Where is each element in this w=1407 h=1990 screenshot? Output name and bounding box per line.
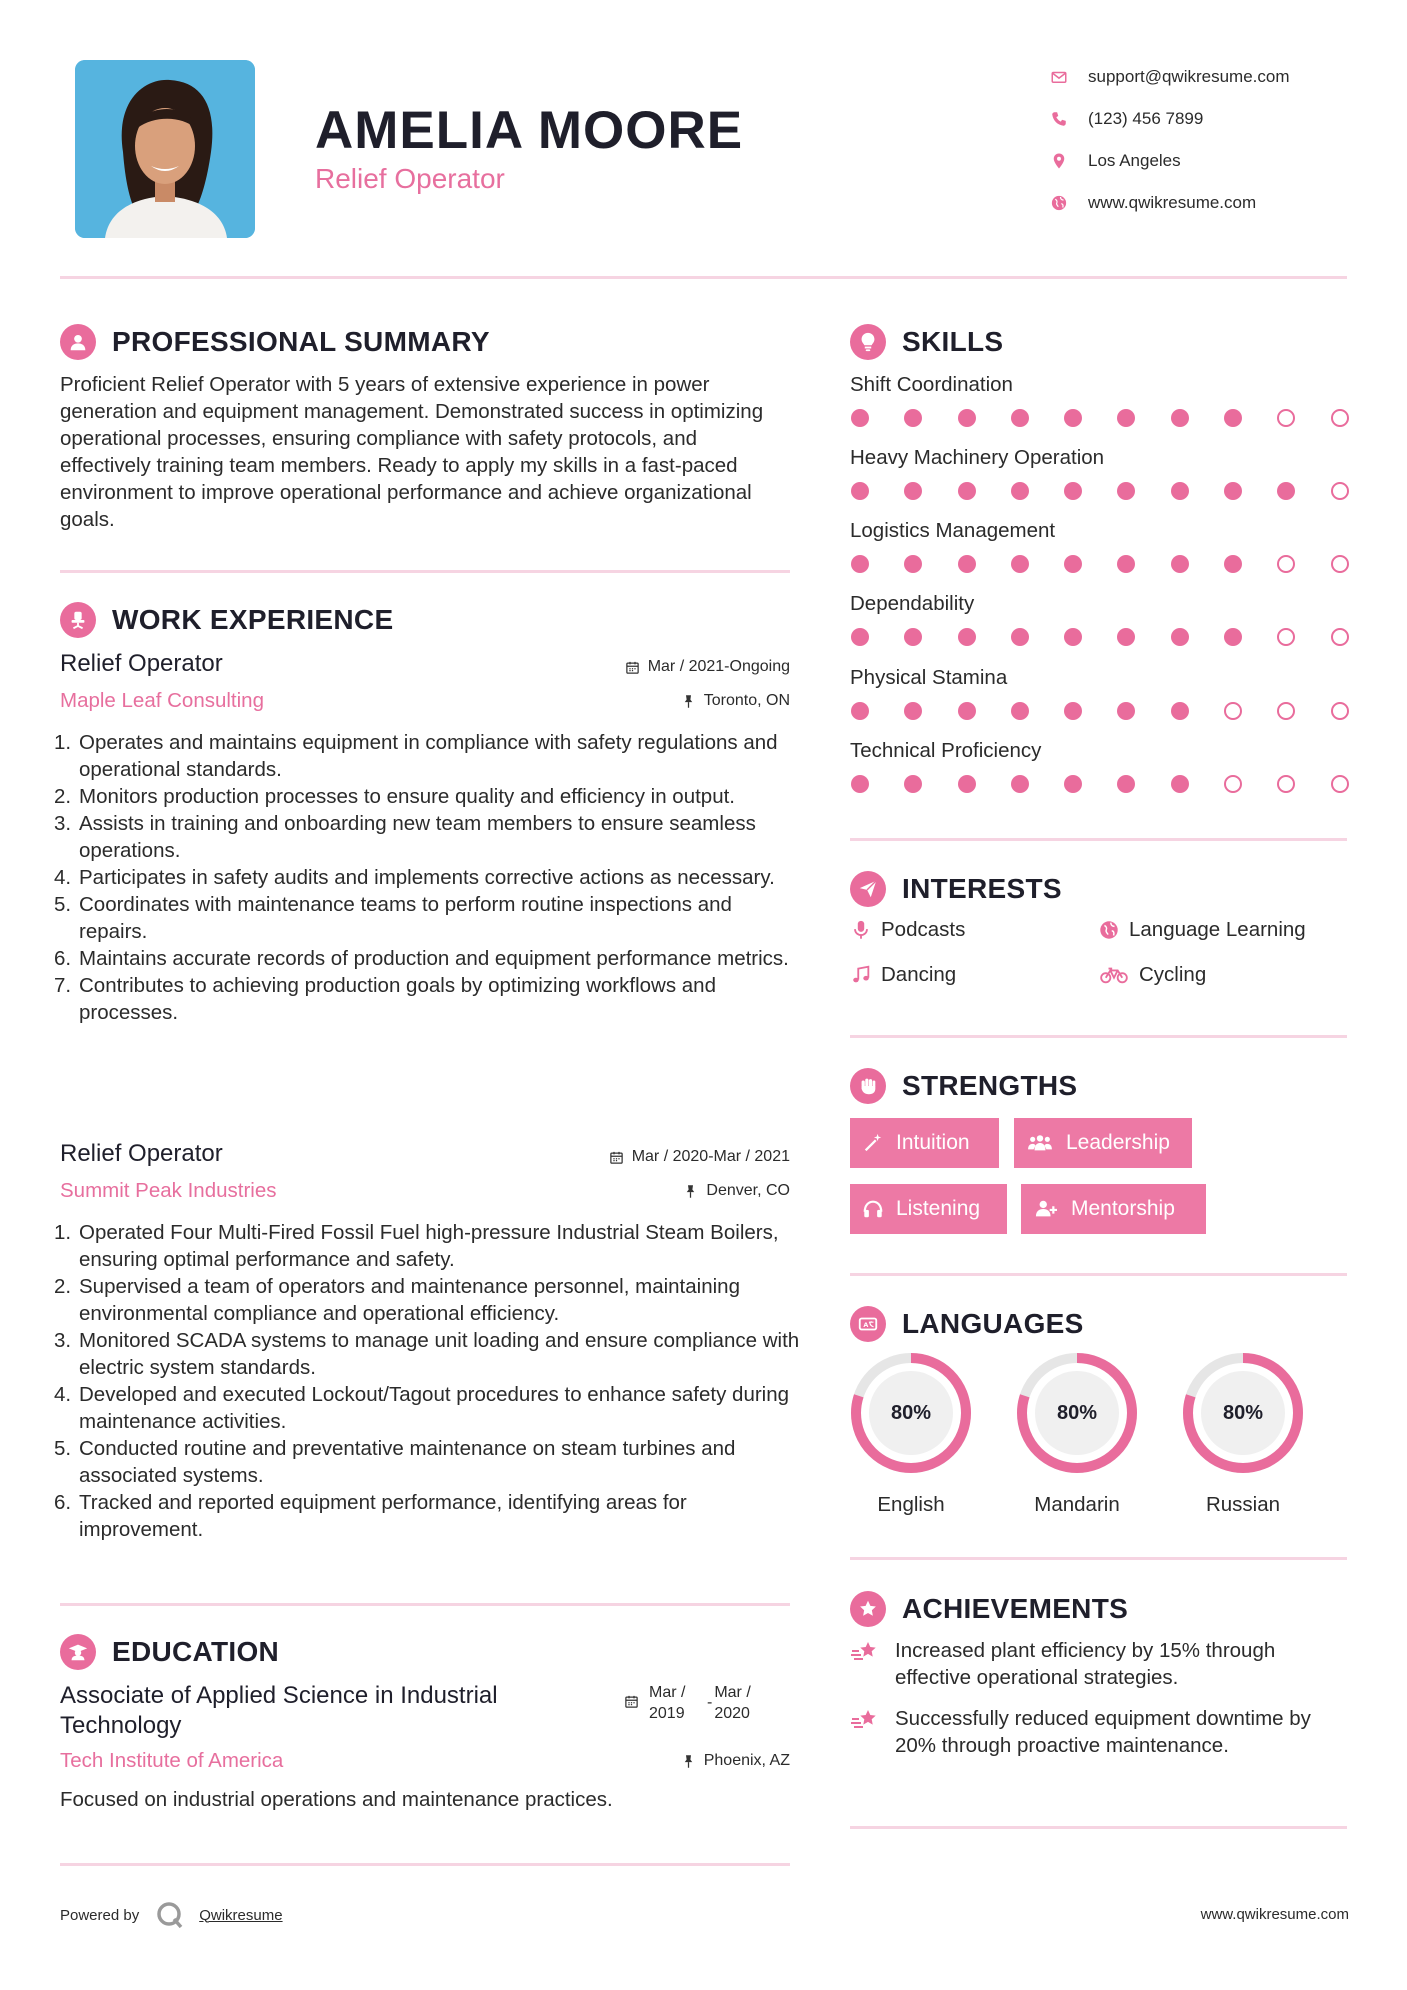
footer-site-link[interactable]: www.qwikresume.com [1200,1906,1349,1923]
skills-heading [850,324,1003,360]
skill-dot-filled [904,555,922,573]
interest-label: Language Learning [1129,918,1306,941]
skill-dot-filled [1117,409,1135,427]
skill-dot-filled [904,628,922,646]
achievements-divider [850,1826,1347,1829]
summary-heading [60,324,490,360]
contact-location-text: Los Angeles [1088,151,1181,170]
languages-title: LANGUAGES [902,1308,1084,1339]
language-item-english [849,1351,973,1516]
skill-rating [851,702,1349,720]
skill-dot-empty [1224,702,1242,720]
job-2-duties [54,1219,800,1543]
skills-title: SKILLS [902,326,1004,357]
interest-label: Dancing [881,963,957,986]
star-badge-icon [850,1591,886,1627]
contact-list [1050,56,1380,224]
education-date-sep: - [707,1694,713,1711]
skill-dot-filled [1117,482,1135,500]
list-item: 6. Tracked and reported equipment performance, identifying areas for improvement. [54,1491,687,1541]
list-item: 1. Operated Four Multi-Fired Fossil Fuel high-pressure Industrial Steam Boilers, ensuring optimal performance and safety. [54,1221,779,1271]
skill-rating [851,775,1349,793]
skill-dot-empty [1331,409,1349,427]
skill-name: Shift Coordination [850,373,1013,396]
language-item-russian [1181,1351,1305,1516]
footer-powered-by [60,1900,283,1930]
skill-name: Physical Stamina [850,666,1008,689]
list-item: 5. Coordinates with maintenance teams to perform routine inspections and repairs. [54,893,732,943]
skill-dot-filled [1117,775,1135,793]
skill-dot-filled [904,409,922,427]
interest-label: Podcasts [881,918,966,941]
candidate-name: AMELIA MOORE [315,101,744,160]
user-icon [60,324,96,360]
list-item: 4. Developed and executed Lockout/Tagout procedures to enhance safety during maintenance activities. [54,1383,790,1433]
skill-dot-empty [1331,702,1349,720]
list-item: 2. Supervised a team of operators and maintenance personnel, maintaining environmental compliance and operational efficiency. [54,1275,740,1325]
language-percent: 80% [1056,1401,1098,1424]
pushpin-icon [681,1754,696,1769]
contact-website[interactable] [1050,182,1380,224]
education-heading [60,1634,279,1670]
job-2-company: Summit Peak Industries [60,1179,277,1202]
skill-dot-filled [1011,409,1029,427]
skill-dot-filled [1171,555,1189,573]
skill-dot-filled [1011,702,1029,720]
globe-icon [1098,919,1120,941]
summary-title: PROFESSIONAL SUMMARY [112,326,490,357]
language-ring [849,1351,973,1475]
languages-divider [850,1557,1347,1560]
skill-name: Dependability [850,592,975,615]
skill-dot-filled [1064,775,1082,793]
job-1-location [681,692,790,710]
skills-divider [850,838,1347,841]
education-school: Tech Institute of America [60,1749,284,1772]
contact-phone[interactable] [1050,98,1380,140]
calendar-icon [624,1694,639,1709]
skill-dot-filled [1011,482,1029,500]
skill-name: Heavy Machinery Operation [850,446,1105,469]
list-item: 3. Monitored SCADA systems to manage unit loading and ensure compliance with electric system standards. [54,1329,800,1379]
interest-podcasts [850,918,965,942]
achievement-item [850,1637,1340,1691]
job-1-date-text: Mar / 2021-Ongoing [647,658,790,675]
fist-icon [850,1068,886,1104]
education-title: EDUCATION [112,1636,280,1667]
skill-dot-filled [1117,555,1135,573]
list-item: 2. Monitors production processes to ensure quality and efficiency in output. [54,785,735,808]
job-1-date [625,658,790,676]
skill-rating [851,482,1349,500]
job-1-location-text: Toronto, ON [703,692,790,709]
skill-dot-filled [904,482,922,500]
achievements-heading [850,1591,1128,1627]
education-date [624,1682,766,1724]
skill-dot-filled [958,482,976,500]
skill-dot-filled [904,702,922,720]
job-1-company: Maple Leaf Consulting [60,689,264,712]
skill-dot-filled [1064,555,1082,573]
strength-tag-mentorship [1021,1184,1206,1234]
skill-name: Logistics Management [850,519,1056,542]
education-divider [60,1863,790,1866]
language-percent: 80% [1222,1401,1264,1424]
profile-photo [75,60,255,238]
skill-dot-filled [1171,702,1189,720]
list-item: 4. Participates in safety audits and implements corrective actions as necessary. [54,866,775,889]
strengths-divider [850,1273,1347,1276]
shooting-star-icon [850,1707,880,1733]
skill-dot-filled [1064,702,1082,720]
job-2-location-text: Denver, CO [706,1182,790,1199]
education-note: Focused on industrial operations and maintenance practices. [60,1788,613,1811]
graduate-icon [60,1634,96,1670]
job-2-title: Relief Operator [60,1140,223,1167]
skill-dot-filled [1171,409,1189,427]
pushpin-icon [683,1184,698,1199]
work-heading [60,602,393,638]
job-2-date [609,1148,790,1166]
skill-dot-filled [1117,628,1135,646]
skill-dot-filled [851,482,869,500]
contact-email-text: support@qwikresume.com [1088,67,1290,86]
footer-brand-link[interactable]: Qwikresume [199,1906,283,1924]
footer-powered-label: Powered by [60,1906,140,1924]
envelope-icon [1050,68,1068,86]
skill-dot-filled [1011,555,1029,573]
skill-dot-filled [1224,482,1242,500]
list-item: 6. Maintains accurate records of production and equipment performance metrics. [54,947,789,970]
skill-rating [851,555,1349,573]
list-item: 5. Conducted routine and preventative maintenance on steam turbines and associated systems. [54,1437,736,1487]
globe-icon [1050,194,1068,212]
skill-dot-filled [1171,775,1189,793]
education-date-start: Mar / 2019 [649,1684,686,1722]
headphones-icon [862,1198,884,1220]
music-note-icon [850,964,872,986]
skill-dot-empty [1224,775,1242,793]
education-location-text: Phoenix, AZ [703,1752,790,1769]
skill-dot-filled [1011,775,1029,793]
lightbulb-icon [850,324,886,360]
skill-dot-filled [958,775,976,793]
map-pin-icon [1050,152,1068,170]
skill-dot-empty [1331,482,1349,500]
interest-cycling [1098,963,1206,987]
languages-heading [850,1306,1084,1342]
achievement-text: Increased plant efficiency by 15% through effective operational strategies. [895,1639,1276,1689]
office-chair-icon [60,602,96,638]
skill-dot-filled [958,702,976,720]
education-location [681,1752,790,1770]
skill-dot-filled [851,702,869,720]
skill-dot-filled [1277,482,1295,500]
skill-dot-empty [1277,702,1295,720]
qwikresume-logo-icon [155,1900,185,1930]
strength-label: Leadership [1066,1131,1170,1154]
strength-tag-leadership [1014,1118,1192,1168]
summary-divider [60,570,790,573]
contact-website-text: www.qwikresume.com [1088,193,1257,212]
achievements-title: ACHIEVEMENTS [902,1593,1129,1624]
language-percent: 80% [890,1401,932,1424]
strength-tag-intuition [850,1118,999,1168]
phone-icon [1050,110,1068,128]
skill-dot-filled [1064,409,1082,427]
list-item: 1. Operates and maintains equipment in compliance with safety regulations and operational standards. [54,731,778,781]
job-2-location [683,1182,790,1200]
interests-title: INTERESTS [902,873,1062,904]
header-divider [60,276,1347,279]
skill-dot-filled [1224,409,1242,427]
strength-tag-listening [850,1184,1007,1234]
skill-dot-filled [851,555,869,573]
language-ring [1015,1351,1139,1475]
skill-dot-filled [851,628,869,646]
skill-dot-filled [958,628,976,646]
contact-email[interactable] [1050,56,1380,98]
contact-phone-text: (123) 456 7899 [1088,109,1204,128]
bicycle-icon [1098,964,1130,986]
candidate-role: Relief Operator [315,163,505,194]
work-divider [60,1603,790,1606]
job-2-date-text: Mar / 2020-Mar / 2021 [631,1148,790,1165]
skill-dot-empty [1277,409,1295,427]
achievement-item [850,1705,1340,1759]
skill-dot-filled [851,409,869,427]
svg-text:A: A [863,1321,869,1330]
work-title: WORK EXPERIENCE [112,604,394,635]
skill-dot-filled [904,775,922,793]
users-icon [1026,1132,1054,1154]
list-item: 3. Assists in training and onboarding new team members to ensure seamless operations. [54,812,756,862]
strengths-title: STRENGTHS [902,1070,1078,1101]
interests-divider [850,1035,1347,1038]
strength-label: Listening [896,1197,981,1220]
skill-dot-filled [1171,482,1189,500]
skill-dot-filled [1011,628,1029,646]
skill-dot-empty [1277,628,1295,646]
summary-text: Proficient Relief Operator with 5 years of extensive experience in power generation and equipment management. Demonstrated success in optimizing operational processes, ensuring compliance with safety protocols, and effectively training team members. Ready to apply my skills in a fast-paced environment to improve operational performance and achieve organizational goals. [60,373,764,531]
interest-language-learning [1098,918,1306,942]
skill-dot-filled [1224,555,1242,573]
language-item-mandarin [1015,1351,1139,1516]
skill-dot-empty [1331,555,1349,573]
education-degree: Associate of Applied Science in Industrial Technology [60,1682,498,1739]
skill-dot-filled [1117,702,1135,720]
skill-dot-filled [958,555,976,573]
achievement-text: Successfully reduced equipment downtime by 20% through proactive maintenance. [895,1707,1311,1757]
skill-dot-empty [1331,775,1349,793]
skill-name: Technical Proficiency [850,739,1042,762]
interest-dancing [850,963,956,987]
calendar-icon [609,1150,624,1165]
interests-heading [850,871,1062,907]
language-name: Russian [1205,1493,1281,1516]
contact-location [1050,140,1380,182]
job-1-duties [54,729,800,1026]
skill-dot-filled [851,775,869,793]
skill-dot-empty [1277,775,1295,793]
pushpin-icon [681,694,696,709]
calendar-icon [625,660,640,675]
skill-dot-filled [1224,628,1242,646]
strengths-heading [850,1068,1077,1104]
skill-dot-empty [1277,555,1295,573]
skill-dot-empty [1331,628,1349,646]
magic-wand-icon [862,1132,884,1154]
education-date-end: Mar / 2020 [714,1684,751,1722]
skill-rating [851,409,1349,427]
user-plus-icon [1033,1198,1059,1220]
translate-card-icon [850,1306,886,1342]
skill-rating [851,628,1349,646]
skill-dot-filled [1064,482,1082,500]
language-name: English [877,1493,945,1516]
skill-dot-filled [958,409,976,427]
language-name: Mandarin [1034,1493,1120,1516]
language-ring [1181,1351,1305,1475]
paper-plane-icon [850,871,886,907]
skill-dot-filled [1064,628,1082,646]
interest-label: Cycling [1139,963,1207,986]
microphone-icon [850,919,872,941]
shooting-star-icon [850,1639,880,1665]
skill-dot-filled [1171,628,1189,646]
job-1-title: Relief Operator [60,650,223,677]
strength-label: Mentorship [1071,1197,1175,1220]
list-item: 7. Contributes to achieving production goals by optimizing workflows and processes. [54,974,716,1024]
strength-label: Intuition [896,1131,970,1154]
